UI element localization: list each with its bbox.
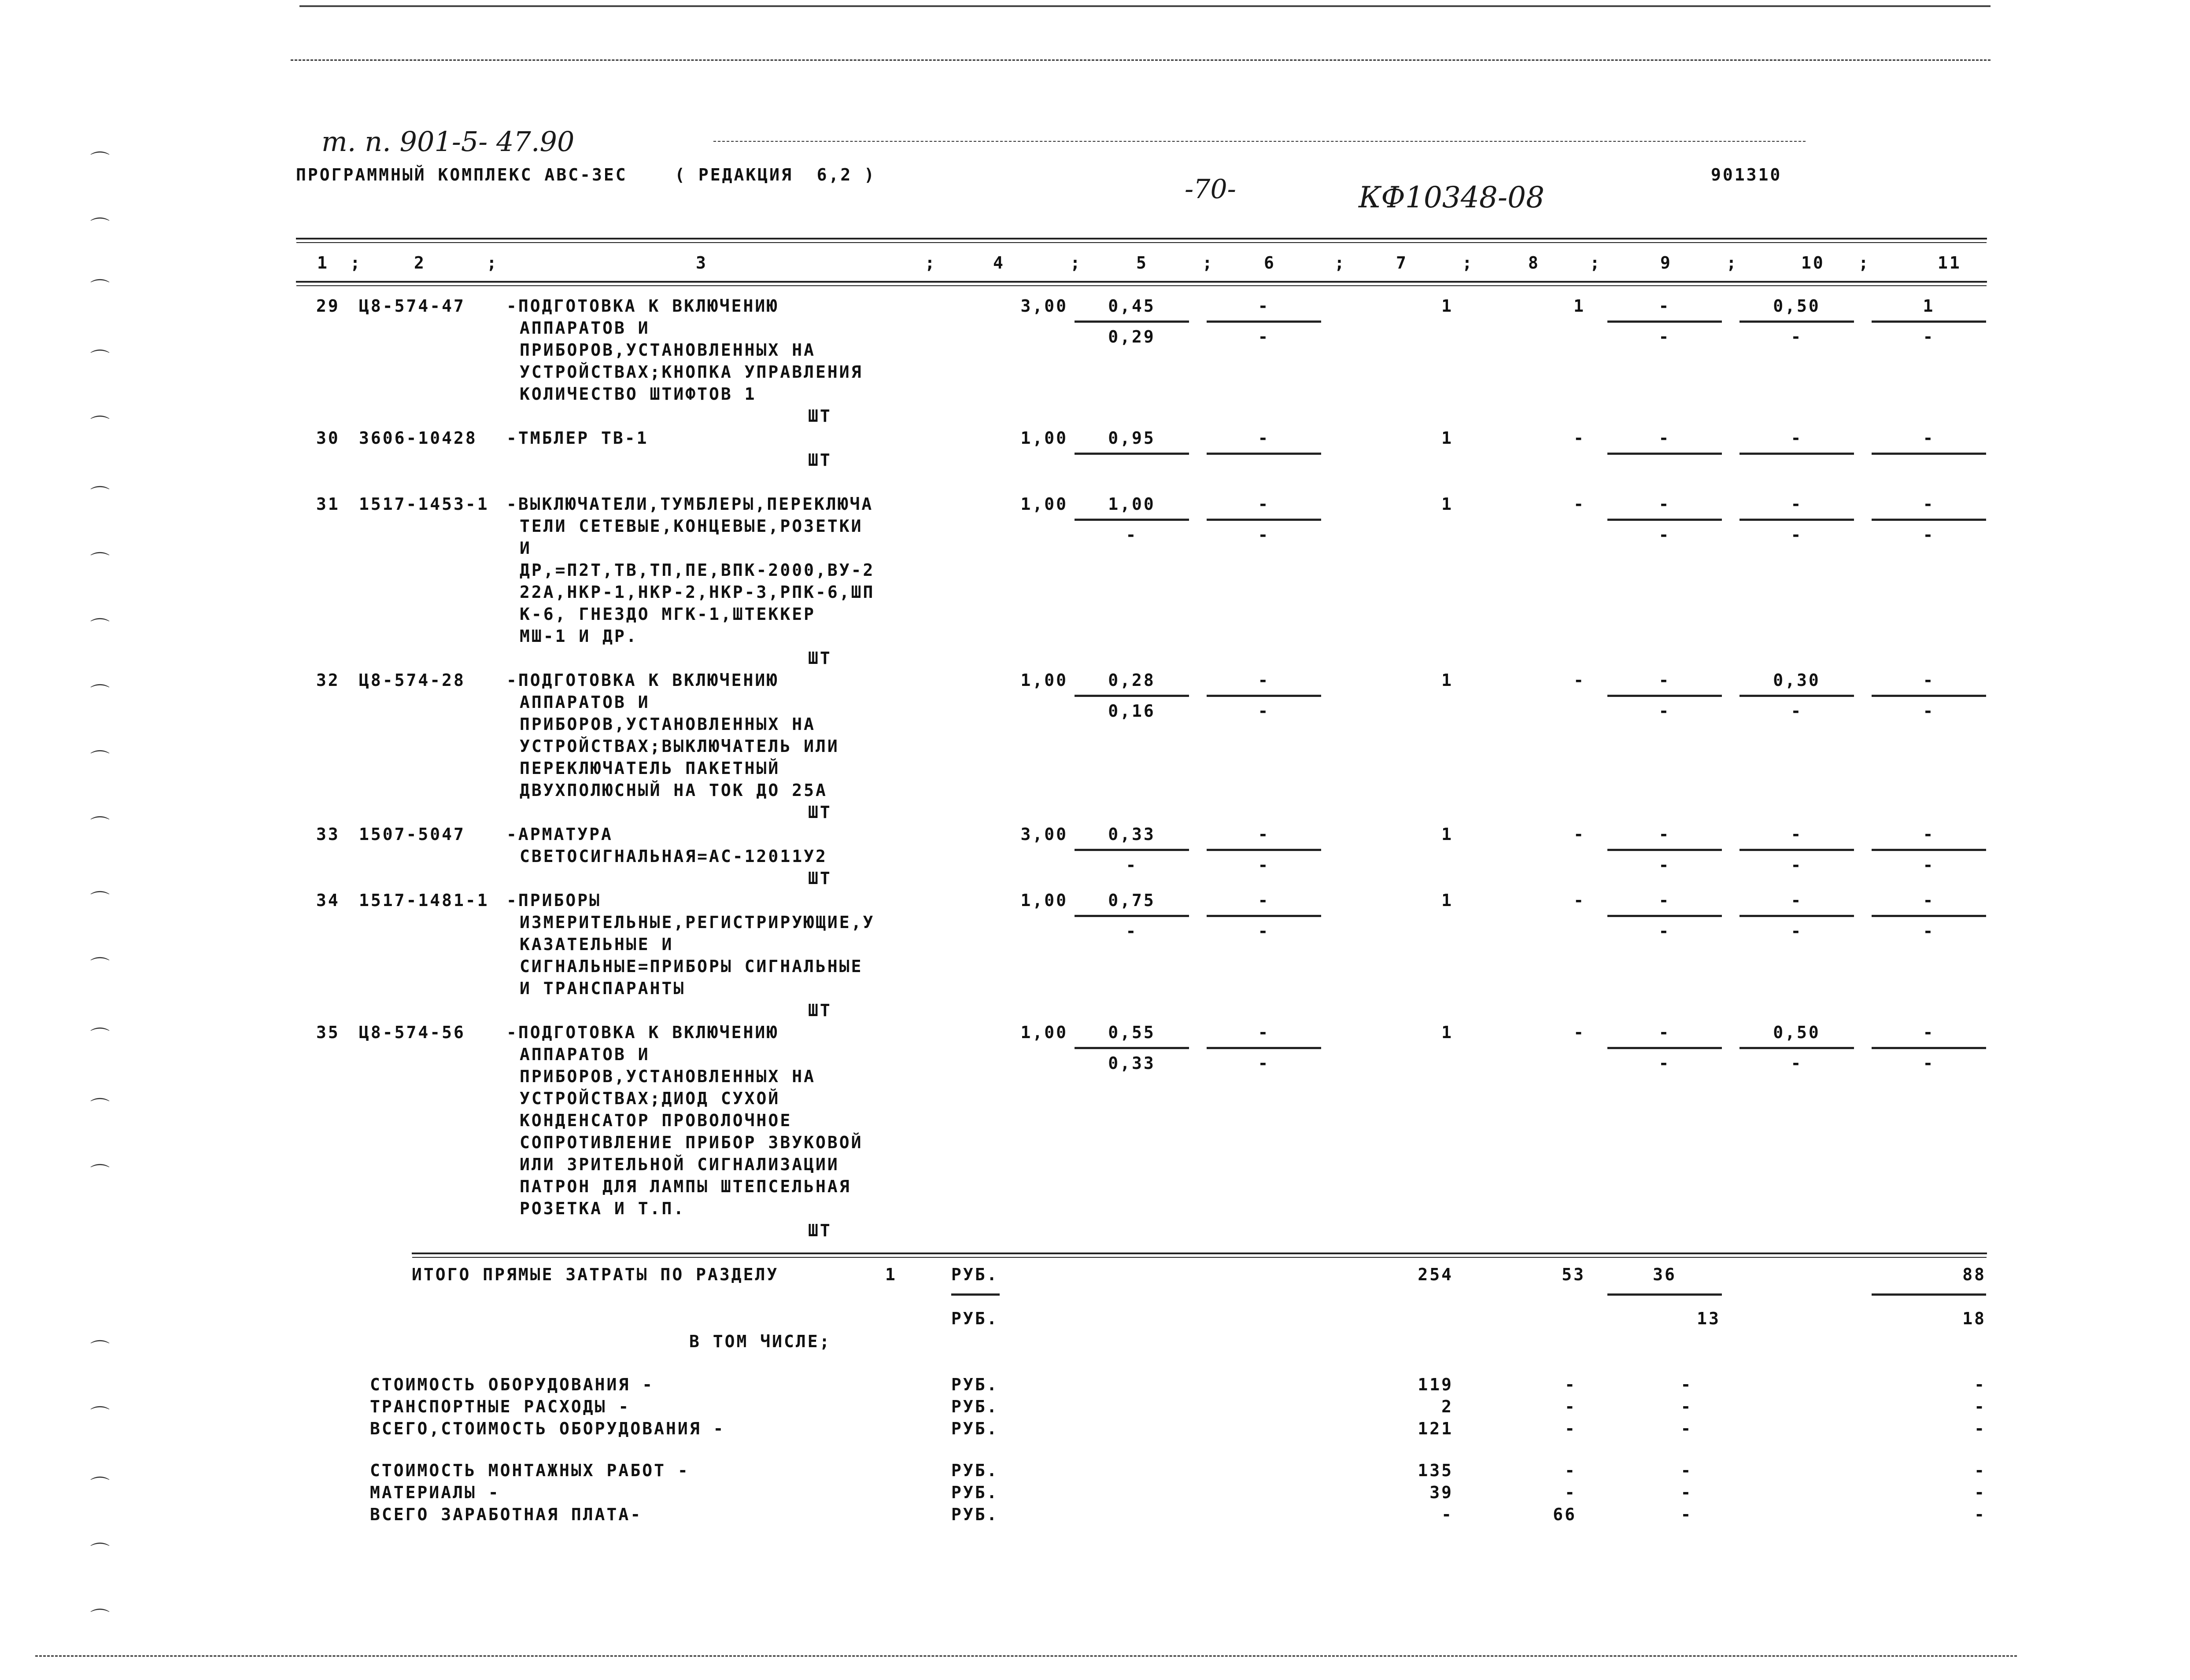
row-col5-rule [1075, 321, 1189, 323]
row-col10-a: - [1791, 891, 1803, 910]
summary-col7: 121 [1418, 1419, 1453, 1438]
row-col10-a: - [1791, 825, 1803, 844]
margin-mark: ⌒ [90, 617, 110, 639]
handwritten-doc-code: КФ10348-08 [1359, 181, 1545, 214]
row-col11-rule [1872, 321, 1986, 323]
row-col7: 1 [1441, 825, 1453, 844]
column-separator: ; [1462, 253, 1474, 273]
row-col10-a: 0,30 [1773, 671, 1821, 690]
total-col8: 53 [1562, 1265, 1585, 1284]
row-description-line: КОЛИЧЕСТВО ШТИФТОВ 1 [520, 384, 757, 404]
row-col6-b: - [1258, 327, 1270, 346]
program-title: ПРОГРАММНЫЙ КОМПЛЕКС АВС-3ЕС ( РЕДАКЦИЯ 6,2 ) [296, 165, 876, 184]
row-col10-a: 0,50 [1773, 296, 1821, 316]
row-col11-rule [1872, 519, 1986, 521]
column-header-4: 4 [993, 253, 1005, 273]
row-code: 1507-5047 [359, 825, 465, 844]
margin-mark: ⌒ [90, 485, 110, 507]
bottom-rule [35, 1655, 2017, 1657]
row-col10-a: 0,50 [1773, 1023, 1821, 1042]
row-col7: 1 [1441, 296, 1453, 316]
row-col9-a: - [1658, 671, 1671, 690]
row-col10-b: - [1791, 921, 1803, 941]
row-col10-rule [1739, 519, 1854, 521]
row-description-line: АППАРАТОВ И [520, 693, 650, 712]
row-unit: ШТ [808, 803, 832, 822]
row-description-line: УСТРОЙСТВАХ;КНОПКА УПРАВЛЕНИЯ [520, 362, 863, 382]
summary-col9: - [1680, 1483, 1693, 1502]
row-number: 29 [316, 296, 340, 316]
summary-rub: РУБ. [951, 1461, 999, 1480]
column-header-9: 9 [1660, 253, 1672, 273]
row-col9-rule [1607, 849, 1722, 851]
row-col9-rule [1607, 453, 1722, 455]
row-col10-rule [1739, 695, 1854, 697]
row-description-line: АППАРАТОВ И [520, 318, 650, 338]
row-col11-b: - [1923, 525, 1935, 545]
margin-mark: ⌒ [90, 1097, 110, 1119]
row-col5-b: - [1126, 525, 1138, 545]
total-col9-a: 36 [1653, 1265, 1677, 1284]
summary-col11: - [1974, 1505, 1986, 1524]
row-col5-b: 0,29 [1108, 327, 1156, 346]
total-col9-b: 13 [1697, 1309, 1721, 1328]
row-description-line: УСТРОЙСТВАХ;ДИОД СУХОЙ [520, 1089, 780, 1108]
row-number: 32 [316, 671, 340, 690]
row-col8: 1 [1573, 296, 1585, 316]
column-header-7: 7 [1396, 253, 1408, 273]
including-label: В ТОМ ЧИСЛЕ; [689, 1332, 831, 1351]
row-col9-b: - [1658, 855, 1671, 875]
upper-dashed-rule [291, 59, 1991, 61]
row-col8: - [1573, 494, 1585, 514]
row-description-line: -ВЫКЛЮЧАТЕЛИ,ТУМБЛЕРЫ,ПЕРЕКЛЮЧА [506, 494, 874, 514]
row-col11-a: - [1923, 671, 1935, 690]
margin-mark: ⌒ [90, 890, 110, 912]
row-description-line: МШ-1 И ДР. [520, 626, 638, 646]
row-col10-rule [1739, 849, 1854, 851]
row-number: 35 [316, 1023, 340, 1042]
margin-mark: ⌒ [90, 815, 110, 837]
row-col9-rule [1607, 695, 1722, 697]
summary-label: ВСЕГО ЗАРАБОТНАЯ ПЛАТА- [370, 1505, 643, 1524]
row-col5-a: 0,33 [1108, 825, 1156, 844]
margin-mark: ⌒ [90, 551, 110, 573]
row-col11-a: - [1923, 1023, 1935, 1042]
column-header-8: 8 [1528, 253, 1540, 273]
row-col11-a: - [1923, 494, 1935, 514]
row-col4: 1,00 [1020, 428, 1068, 448]
column-separator: ; [1202, 253, 1214, 273]
row-col11-b: - [1923, 855, 1935, 875]
row-description-line: ПРИБОРОВ,УСТАНОВЛЕННЫХ НА [520, 1067, 816, 1086]
row-col6-b: - [1258, 855, 1270, 875]
row-col10-a: - [1791, 428, 1803, 448]
summary-col9: - [1680, 1397, 1693, 1416]
total-col11-rule [1872, 1293, 1986, 1296]
row-code: 1517-1453-1 [359, 494, 489, 514]
row-col5-rule [1075, 453, 1189, 455]
row-description-line: ДВУХПОЛЮСНЫЙ НА ТОК ДО 25А [520, 781, 827, 800]
row-col9-rule [1607, 1047, 1722, 1049]
row-col10-rule [1739, 1047, 1854, 1049]
summary-rub: РУБ. [951, 1419, 999, 1438]
row-col5-rule [1075, 849, 1189, 851]
total-label: ИТОГО ПРЯМЫЕ ЗАТРАТЫ ПО РАЗДЕЛУ [412, 1265, 779, 1284]
margin-mark: ⌒ [90, 348, 110, 371]
summary-col11: - [1974, 1375, 1986, 1394]
document-code: 901310 [1711, 165, 1782, 184]
row-col11-rule [1872, 1047, 1986, 1049]
row-col4: 3,00 [1020, 296, 1068, 316]
row-description-line: 22А,НКР-1,НКР-2,НКР-3,РПК-6,ШП [520, 582, 875, 602]
row-col10-b: - [1791, 327, 1803, 346]
row-unit: ШТ [808, 869, 832, 888]
row-description-line: ТЕЛИ СЕТЕВЫЕ,КОНЦЕВЫЕ,РОЗЕТКИ [520, 516, 863, 536]
row-col4: 1,00 [1020, 891, 1068, 910]
header-rule-bottom [296, 281, 1987, 283]
summary-col11: - [1974, 1461, 1986, 1480]
summary-col11: - [1974, 1397, 1986, 1416]
row-col6-b: - [1258, 1054, 1270, 1073]
row-col8: - [1573, 825, 1585, 844]
row-col8: - [1573, 671, 1585, 690]
row-description-line: -ПОДГОТОВКА К ВКЛЮЧЕНИЮ [506, 296, 779, 316]
row-code: 3606-10428 [359, 428, 477, 448]
row-code: Ц8-574-56 [359, 1023, 465, 1042]
row-number: 31 [316, 494, 340, 514]
total-rub-1: РУБ. [951, 1265, 999, 1284]
column-separator: ; [487, 253, 499, 273]
header-rule-top [296, 238, 1987, 239]
column-header-2: 2 [414, 253, 426, 273]
summary-col9: - [1680, 1461, 1693, 1480]
row-col7: 1 [1441, 891, 1453, 910]
margin-mark: ⌒ [90, 1339, 110, 1361]
row-description-line: ПАТРОН ДЛЯ ЛАМПЫ ШТЕПСЕЛЬНАЯ [520, 1177, 851, 1196]
row-col6-rule [1207, 321, 1321, 323]
row-col6-a: - [1258, 1023, 1270, 1042]
column-separator: ; [1726, 253, 1738, 273]
margin-mark: ⌒ [90, 749, 110, 771]
column-separator: ; [1334, 253, 1346, 273]
header-dashed-rule [713, 141, 1806, 142]
row-col6-rule [1207, 1047, 1321, 1049]
summary-col7: 39 [1429, 1483, 1453, 1502]
summary-col9: - [1680, 1419, 1693, 1438]
row-description-line: ИЛИ ЗРИТЕЛЬНОЙ СИГНАЛИЗАЦИИ [520, 1155, 839, 1174]
row-col9-rule [1607, 519, 1722, 521]
summary-label: ВСЕГО,СТОИМОСТЬ ОБОРУДОВАНИЯ - [370, 1419, 725, 1438]
row-col9-a: - [1658, 891, 1671, 910]
row-col6-a: - [1258, 296, 1270, 316]
row-description-line: ДР,=П2Т,ТВ,ТП,ПЕ,ВПК-2000,ВУ-2 [520, 560, 875, 580]
row-unit: ШТ [808, 1001, 832, 1020]
margin-mark: ⌒ [90, 414, 110, 437]
row-col5-rule [1075, 1047, 1189, 1049]
column-header-3: 3 [696, 253, 708, 273]
row-col6-a: - [1258, 825, 1270, 844]
row-number: 34 [316, 891, 340, 910]
margin-mark: ⌒ [90, 1405, 110, 1427]
row-description-line: ПЕРЕКЛЮЧАТЕЛЬ ПАКЕТНЫЙ [520, 759, 780, 778]
summary-col8: - [1565, 1483, 1577, 1502]
row-description-line: И [520, 538, 532, 558]
row-col6-rule [1207, 849, 1321, 851]
row-col10-b: - [1791, 525, 1803, 545]
summary-col7: 119 [1418, 1375, 1453, 1394]
row-number: 33 [316, 825, 340, 844]
top-rule [299, 5, 1991, 7]
row-col6-rule [1207, 519, 1321, 521]
row-col5-rule [1075, 695, 1189, 697]
summary-rub: РУБ. [951, 1505, 999, 1524]
margin-mark: ⌒ [90, 1541, 110, 1564]
row-col9-b: - [1658, 1054, 1671, 1073]
row-description-line: ИЗМЕРИТЕЛЬНЫЕ,РЕГИСТРИРУЮЩИЕ,У [520, 913, 875, 932]
row-col10-a: - [1791, 494, 1803, 514]
row-col10-b: - [1791, 701, 1803, 721]
row-col5-a: 1,00 [1108, 494, 1156, 514]
row-col5-rule [1075, 915, 1189, 917]
row-description-line: КОНДЕНСАТОР ПРОВОЛОЧНОЕ [520, 1111, 792, 1130]
row-col7: 1 [1441, 671, 1453, 690]
row-col5-rule [1075, 519, 1189, 521]
row-code: Ц8-574-47 [359, 296, 465, 316]
row-col6-a: - [1258, 494, 1270, 514]
column-header-6: 6 [1264, 253, 1276, 273]
row-description-line: УСТРОЙСТВАХ;ВЫКЛЮЧАТЕЛЬ ИЛИ [520, 737, 839, 756]
row-number: 30 [316, 428, 340, 448]
row-unit: ШТ [808, 648, 832, 668]
handwritten-page-number: -70- [1185, 174, 1236, 205]
summary-rub: РУБ. [951, 1483, 999, 1502]
summary-col8: - [1565, 1397, 1577, 1416]
row-col9-rule [1607, 915, 1722, 917]
row-col4: 3,00 [1020, 825, 1068, 844]
row-col10-rule [1739, 321, 1854, 323]
row-col11-b: - [1923, 701, 1935, 721]
row-col7: 1 [1441, 1023, 1453, 1042]
row-description-line: -ПОДГОТОВКА К ВКЛЮЧЕНИЮ [506, 671, 779, 690]
margin-mark: ⌒ [90, 1607, 110, 1630]
total-col9-rule [1607, 1293, 1722, 1296]
row-col10-rule [1739, 915, 1854, 917]
summary-rub: РУБ. [951, 1375, 999, 1394]
row-col11-rule [1872, 453, 1986, 455]
margin-mark: ⌒ [90, 1163, 110, 1185]
row-col9-b: - [1658, 525, 1671, 545]
row-description-line: КАЗАТЕЛЬНЫЕ И [520, 935, 674, 954]
margin-mark: ⌒ [90, 956, 110, 978]
row-col9-b: - [1658, 921, 1671, 941]
column-separator: ; [350, 253, 362, 273]
total-rub-2: РУБ. [951, 1309, 999, 1328]
row-col11-rule [1872, 695, 1986, 697]
row-col6-rule [1207, 695, 1321, 697]
row-description-line: РОЗЕТКА И Т.П. [520, 1199, 686, 1218]
row-col5-a: 0,95 [1108, 428, 1156, 448]
total-section: 1 [885, 1265, 897, 1284]
row-description-line: СВЕТОСИГНАЛЬНАЯ=АС-12011У2 [520, 847, 827, 866]
row-col5-a: 0,45 [1108, 296, 1156, 316]
row-col11-rule [1872, 849, 1986, 851]
row-col9-a: - [1658, 494, 1671, 514]
row-col5-a: 0,55 [1108, 1023, 1156, 1042]
row-col11-a: 1 [1923, 296, 1935, 316]
summary-col8: - [1565, 1375, 1577, 1394]
row-col10-rule [1739, 453, 1854, 455]
summary-col8: 66 [1553, 1505, 1577, 1524]
row-col11-b: - [1923, 921, 1935, 941]
margin-mark: ⌒ [90, 150, 110, 173]
row-description-line: ПРИБОРОВ,УСТАНОВЛЕННЫХ НА [520, 715, 816, 734]
margin-mark: ⌒ [90, 1475, 110, 1498]
row-col7: 1 [1441, 428, 1453, 448]
total-rule [412, 1253, 1987, 1254]
row-description-line: -АРМАТУРА [506, 825, 613, 844]
total-col11-a: 88 [1962, 1265, 1986, 1284]
row-col10-b: - [1791, 855, 1803, 875]
column-separator: ; [1590, 253, 1602, 273]
summary-col7: - [1441, 1505, 1453, 1524]
row-col6-a: - [1258, 891, 1270, 910]
summary-col8: - [1565, 1419, 1577, 1438]
row-col5-b: - [1126, 921, 1138, 941]
row-col11-rule [1872, 915, 1986, 917]
row-col11-a: - [1923, 428, 1935, 448]
summary-label: ТРАНСПОРТНЫЕ РАСХОДЫ - [370, 1397, 631, 1416]
row-unit: ШТ [808, 450, 832, 470]
summary-col7: 2 [1441, 1397, 1453, 1416]
summary-col8: - [1565, 1461, 1577, 1480]
row-col6-b: - [1258, 921, 1270, 941]
row-code: 1517-1481-1 [359, 891, 489, 910]
row-col8: - [1573, 891, 1585, 910]
column-header-1: 1 [317, 253, 329, 273]
summary-label: СТОИМОСТЬ ОБОРУДОВАНИЯ - [370, 1375, 654, 1394]
row-col9-rule [1607, 321, 1722, 323]
row-code: Ц8-574-28 [359, 671, 465, 690]
row-col6-b: - [1258, 525, 1270, 545]
row-col11-a: - [1923, 891, 1935, 910]
row-col9-a: - [1658, 1023, 1671, 1042]
handwritten-tp: т. п. 901-5- 47.90 [321, 125, 575, 158]
column-header-5: 5 [1136, 253, 1148, 273]
row-description-line: ПРИБОРОВ,УСТАНОВЛЕННЫХ НА [520, 340, 816, 360]
row-col8: - [1573, 1023, 1585, 1042]
row-col9-a: - [1658, 428, 1671, 448]
row-description-line: К-6, ГНЕЗДО МГК-1,ШТЕККЕР [520, 604, 816, 624]
row-col9-b: - [1658, 327, 1671, 346]
row-col9-b: - [1658, 701, 1671, 721]
row-description-line: АППАРАТОВ И [520, 1045, 650, 1064]
margin-mark: ⌒ [90, 216, 110, 239]
row-col11-b: - [1923, 327, 1935, 346]
row-col4: 1,00 [1020, 1023, 1068, 1042]
row-col10-b: - [1791, 1054, 1803, 1073]
summary-col11: - [1974, 1483, 1986, 1502]
summary-label: СТОИМОСТЬ МОНТАЖНЫХ РАБОТ - [370, 1461, 690, 1480]
summary-col9: - [1680, 1375, 1693, 1394]
row-col6-rule [1207, 453, 1321, 455]
row-col5-a: 0,28 [1108, 671, 1156, 690]
column-header-10: 10 [1801, 253, 1825, 273]
row-unit: ШТ [808, 406, 832, 426]
row-col5-b: 0,16 [1108, 701, 1156, 721]
row-description-line: -ПОДГОТОВКА К ВКЛЮЧЕНИЮ [506, 1023, 779, 1042]
row-col5-b: - [1126, 855, 1138, 875]
row-col5-b: 0,33 [1108, 1054, 1156, 1073]
total-rub-underline [951, 1293, 1000, 1296]
margin-mark: ⌒ [90, 1026, 110, 1049]
summary-col7: 135 [1418, 1461, 1453, 1480]
summary-col11: - [1974, 1419, 1986, 1438]
total-col7: 254 [1418, 1265, 1453, 1284]
row-description-line: -ТМБЛЕР ТВ-1 [506, 428, 649, 448]
row-description-line: -ПРИБОРЫ [506, 891, 602, 910]
row-col9-a: - [1658, 296, 1671, 316]
row-description-line: СИГНАЛЬНЫЕ=ПРИБОРЫ СИГНАЛЬНЫЕ [520, 957, 863, 976]
row-col6-rule [1207, 915, 1321, 917]
row-col7: 1 [1441, 494, 1453, 514]
row-col8: - [1573, 428, 1585, 448]
column-separator: ; [1858, 253, 1870, 273]
summary-label: МАТЕРИАЛЫ - [370, 1483, 500, 1502]
row-col5-a: 0,75 [1108, 891, 1156, 910]
summary-col9: - [1680, 1505, 1693, 1524]
row-unit: ШТ [808, 1221, 832, 1240]
column-separator: ; [925, 253, 937, 273]
row-col4: 1,00 [1020, 494, 1068, 514]
row-col6-b: - [1258, 701, 1270, 721]
row-col11-a: - [1923, 825, 1935, 844]
row-description-line: И ТРАНСПАРАНТЫ [520, 979, 686, 998]
column-separator: ; [1070, 253, 1082, 273]
row-col9-a: - [1658, 825, 1671, 844]
row-col6-a: - [1258, 671, 1270, 690]
column-header-11: 11 [1938, 253, 1961, 273]
row-description-line: СОПРОТИВЛЕНИЕ ПРИБОР ЗВУКОВОЙ [520, 1133, 863, 1152]
row-col6-a: - [1258, 428, 1270, 448]
margin-mark: ⌒ [90, 278, 110, 300]
row-col4: 1,00 [1020, 671, 1068, 690]
summary-rub: РУБ. [951, 1397, 999, 1416]
total-col11-b: 18 [1962, 1309, 1986, 1328]
margin-mark: ⌒ [90, 683, 110, 705]
row-col11-b: - [1923, 1054, 1935, 1073]
